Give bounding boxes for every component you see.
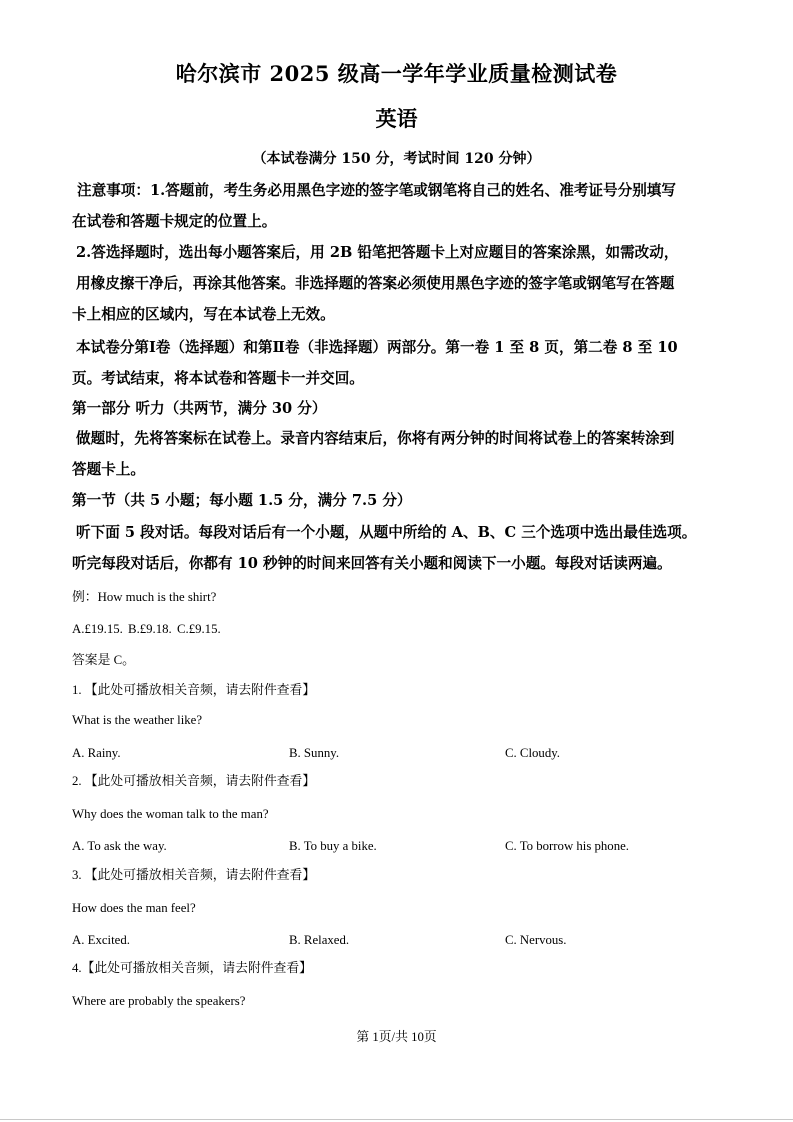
part1-desc-line-1: 做题时，先将答案标在试卷上。录音内容结束后，你将有两分钟的时间将试卷上的答案转涂到 — [76, 430, 675, 447]
instructions-line-6: 本试卷分第Ⅰ卷（选择题）和第Ⅱ卷（非选择题）两部分。第一卷 1 至 8 页，第二卷 8 至 10 — [76, 339, 678, 356]
question-1-stem: What is the weather like? — [72, 713, 203, 727]
instructions-line-3: 2.答选择题时，选出每小题答案后，用 2B 铅笔把答题卡上对应题目的答案涂黑，如需改动， — [76, 244, 679, 261]
instructions-line-2: 在试卷和答题卡规定的位置上。 — [72, 213, 277, 230]
instructions-line-5: 卡上相应的区域内，写在本试卷上无效。 — [72, 306, 335, 323]
question-3-option-b: B. Relaxed. — [289, 933, 350, 947]
page-bottom-divider — [0, 1119, 793, 1120]
part1-desc-line-2: 答题卡上。 — [72, 461, 145, 478]
exam-info: （本试卷满分 150 分，考试时间 120 分钟） — [252, 151, 541, 167]
section1-desc-line-2: 听完每段对话后，你都有 10 秒钟的时间来回答有关小题和阅读下一小题。每段对话读两遍。 — [72, 555, 672, 572]
instructions-line-4: 用橡皮擦干净后，再涂其他答案。非选择题的答案必须使用黑色字迹的签字笔或钢笔写在答题 — [76, 275, 675, 292]
question-2-audio-note: 2. 【此处可播放相关音频，请去附件查看】 — [72, 774, 316, 788]
question-4-stem: Where are probably the speakers? — [72, 994, 246, 1008]
question-3-stem: How does the man feel? — [72, 901, 196, 915]
question-3-option-c: C. Nervous. — [505, 933, 567, 947]
example-options: A.£19.15. B.£9.18. C.£9.15. — [72, 622, 221, 636]
question-2-option-a: A. To ask the way. — [72, 839, 167, 853]
question-1-audio-note: 1. 【此处可播放相关音频，请去附件查看】 — [72, 683, 316, 697]
question-3-option-a: A. Excited. — [72, 933, 130, 947]
question-3-audio-note: 3. 【此处可播放相关音频，请去附件查看】 — [72, 868, 316, 882]
part1-heading: 第一部分 听力（共两节，满分 30 分） — [72, 400, 327, 417]
question-1-option-a: A. Rainy. — [72, 746, 121, 760]
instructions-line-1: 注意事项：1.答题前，考生务必用黑色字迹的签字笔或钢笔将自己的姓名、准考证号分别填写 — [77, 182, 676, 199]
exam-title: 哈尔滨市 2025 级高一学年学业质量检测试卷 — [175, 61, 618, 86]
subject-heading: 英语 — [375, 106, 418, 131]
section1-heading: 第一节（共 5 小题；每小题 1.5 分，满分 7.5 分） — [72, 492, 412, 509]
example-answer: 答案是 C。 — [72, 653, 135, 667]
example-question: 例：How much is the shirt? — [72, 590, 217, 604]
section1-desc-line-1: 听下面 5 段对话。每段对话后有一个小题，从题中所给的 A、B、C 三个选项中选出最佳选项。 — [76, 524, 697, 541]
question-2-option-c: C. To borrow his phone. — [505, 839, 629, 853]
question-2-option-b: B. To buy a bike. — [289, 839, 377, 853]
page-number: 第 1页/共 10页 — [356, 1030, 437, 1044]
question-1-option-c: C. Cloudy. — [505, 746, 560, 760]
question-4-audio-note: 4.【此处可播放相关音频，请去附件查看】 — [72, 961, 312, 975]
instructions-line-7: 页。考试结束，将本试卷和答题卡一并交回。 — [72, 370, 364, 387]
question-2-stem: Why does the woman talk to the man? — [72, 807, 269, 821]
question-1-option-b: B. Sunny. — [289, 746, 340, 760]
